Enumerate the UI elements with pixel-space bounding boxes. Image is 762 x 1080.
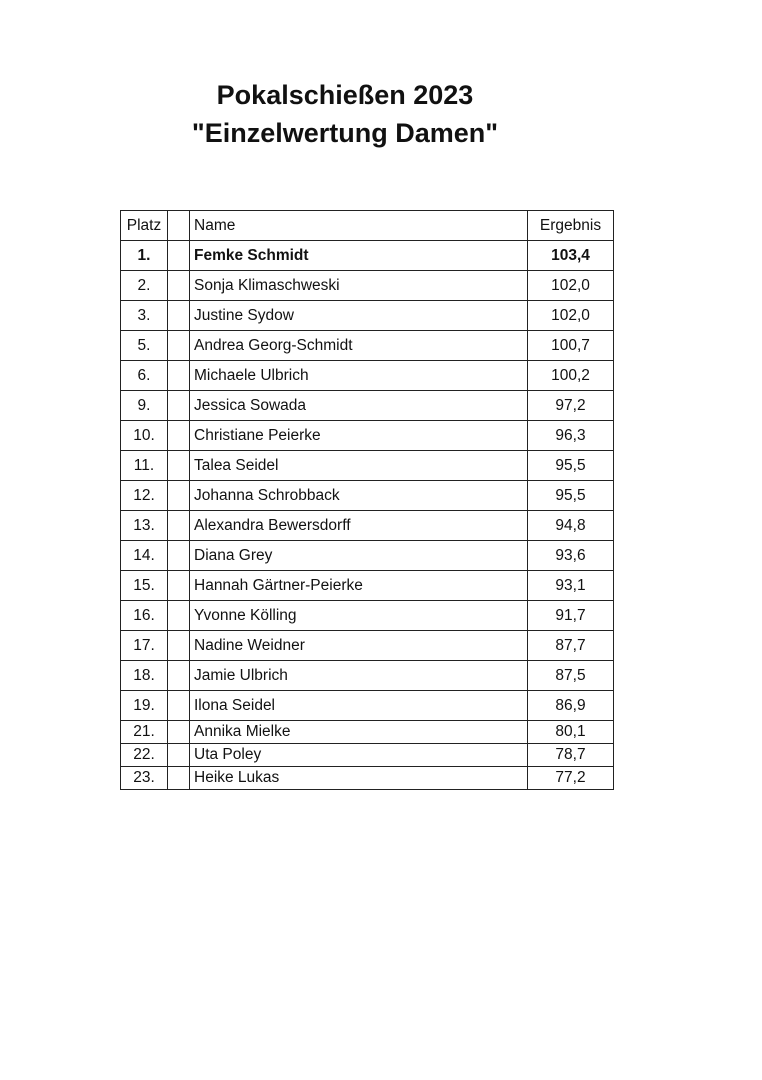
table-row [121,421,614,451]
cell-name: Yvonne Kölling [190,601,528,631]
results-table [120,210,614,790]
cell-name: Jessica Sowada [190,391,528,421]
cell-result: 95,5 [528,481,614,511]
header-platz: Platz [121,211,168,241]
cell-platz: 12. [121,481,168,511]
table-row [121,301,614,331]
cell-platz: 10. [121,421,168,451]
cell-platz: 18. [121,661,168,691]
table-row [121,271,614,301]
cell-result: 100,7 [528,331,614,361]
cell-platz: 19. [121,691,168,721]
cell-blank [168,331,190,361]
cell-platz: 11. [121,451,168,481]
cell-result: 77,2 [528,767,614,790]
cell-platz: 22. [121,744,168,767]
table-row [121,571,614,601]
table-row [121,241,614,271]
cell-result: 86,9 [528,691,614,721]
cell-platz: 15. [121,571,168,601]
table-row [121,691,614,721]
table-row [121,451,614,481]
cell-name: Jamie Ulbrich [190,661,528,691]
cell-platz: 13. [121,511,168,541]
cell-name: Sonja Klimaschweski [190,271,528,301]
cell-blank [168,571,190,601]
cell-name: Johanna Schrobback [190,481,528,511]
cell-name: Diana Grey [190,541,528,571]
cell-blank [168,391,190,421]
cell-platz: 6. [121,361,168,391]
cell-result: 78,7 [528,744,614,767]
header-blank [168,211,190,241]
cell-result: 102,0 [528,301,614,331]
cell-blank [168,511,190,541]
cell-result: 100,2 [528,361,614,391]
cell-name: Femke Schmidt [190,241,528,271]
cell-result: 95,5 [528,451,614,481]
table-row [121,601,614,631]
title-line-2: "Einzelwertung Damen" [191,118,499,148]
cell-blank [168,691,190,721]
table-row [121,661,614,691]
table-row [121,631,614,661]
cell-name: Nadine Weidner [190,631,528,661]
table-row [121,744,614,767]
cell-name: Heike Lukas [190,767,528,790]
table-row [121,481,614,511]
cell-name: Annika Mielke [190,721,528,744]
cell-name: Ilona Seidel [190,691,528,721]
cell-blank [168,744,190,767]
table-header-row [121,211,614,241]
cell-name: Uta Poley [190,744,528,767]
cell-result: 96,3 [528,421,614,451]
cell-platz: 3. [121,301,168,331]
cell-blank [168,361,190,391]
cell-platz: 2. [121,271,168,301]
cell-platz: 5. [121,331,168,361]
cell-result: 80,1 [528,721,614,744]
cell-blank [168,271,190,301]
cell-name: Christiane Peierke [190,421,528,451]
cell-blank [168,301,190,331]
cell-blank [168,451,190,481]
cell-result: 91,7 [528,601,614,631]
cell-result: 87,5 [528,661,614,691]
cell-result: 103,4 [528,241,614,271]
page-title [0,76,690,152]
cell-result: 97,2 [528,391,614,421]
header-name: Name [190,211,528,241]
cell-blank [168,661,190,691]
cell-platz: 17. [121,631,168,661]
cell-result: 102,0 [528,271,614,301]
header-result: Ergebnis [528,211,614,241]
table-row [121,511,614,541]
cell-name: Justine Sydow [190,301,528,331]
cell-platz: 16. [121,601,168,631]
cell-result: 93,1 [528,571,614,601]
cell-blank [168,631,190,661]
cell-platz: 9. [121,391,168,421]
cell-result: 93,6 [528,541,614,571]
cell-result: 87,7 [528,631,614,661]
cell-blank [168,721,190,744]
cell-result: 94,8 [528,511,614,541]
cell-name: Hannah Gärtner-Peierke [190,571,528,601]
table-row [121,391,614,421]
cell-platz: 1. [121,241,168,271]
cell-blank [168,421,190,451]
table-row [121,331,614,361]
cell-blank [168,241,190,271]
cell-platz: 21. [121,721,168,744]
cell-blank [168,601,190,631]
table-row [121,361,614,391]
table-row [121,541,614,571]
cell-name: Andrea Georg-Schmidt [190,331,528,361]
cell-platz: 23. [121,767,168,790]
table-row [121,767,614,790]
cell-blank [168,541,190,571]
cell-name: Michaele Ulbrich [190,361,528,391]
cell-platz: 14. [121,541,168,571]
cell-name: Alexandra Bewersdorff [190,511,528,541]
table-row [121,721,614,744]
cell-name: Talea Seidel [190,451,528,481]
cell-blank [168,767,190,790]
title-line-1: Pokalschießen 2023 [216,80,474,110]
cell-blank [168,481,190,511]
